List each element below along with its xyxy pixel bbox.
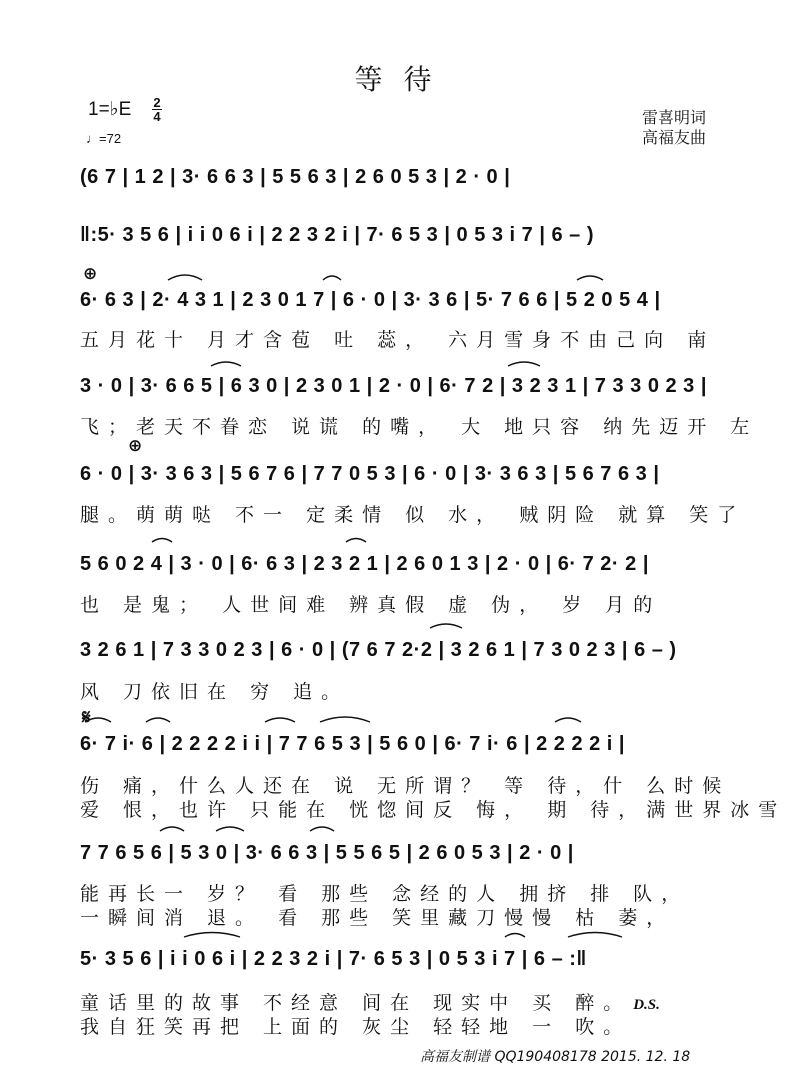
ds-marking: D.S.: [633, 997, 660, 1013]
slur: [310, 827, 334, 831]
tempo-marking: ♩=72: [86, 131, 122, 146]
slur: [85, 718, 111, 722]
slur: [152, 539, 172, 543]
key-signature: 1=♭E: [88, 99, 132, 120]
slur: [508, 362, 540, 366]
notation-line: 5· 3 5 6 | i i 0 6 i | 2 2 3 2 i | 7· 6 5 3 | 0 5 3 i 7 | 6 – :‖: [80, 948, 587, 970]
slur: [146, 718, 170, 722]
slur: [265, 718, 295, 722]
slur: [555, 718, 581, 722]
slur: [184, 933, 240, 938]
slur: [320, 717, 370, 722]
notation-line: 6 · 0 | 3· 3 6 3 | 5 6 7 6 | 7 7 0 5 3 | 6 · 0 | 3· 3 6 3 | 5 6 7 6 3 |: [80, 463, 660, 485]
slur: [211, 362, 241, 366]
slur: [323, 276, 341, 280]
lyric-line-10-text: 童话里的故事 不经意 间在 现实中 买 醉。: [80, 992, 632, 1014]
notation-line: 7 7 6 5 6 | 5 3 0 | 3· 6 6 3 | 5 5 6 5 | 2 6 0 5 3 | 2 · 0 |: [80, 842, 574, 864]
time-signature-top: 2: [153, 95, 161, 110]
slur: [430, 624, 462, 628]
lyric-line-2: 飞；老天不眷恋 说谎 的嘴， 大 地只容 纳先迈开 左: [80, 416, 759, 438]
notation-line: 6· 7 i· 6 | 2 2 2 2 i i | 7 7 6 5 3 | 5 6 0 | 6· 7 i· 6 | 2 2 2 2 i |: [80, 733, 626, 755]
slur: [160, 827, 184, 831]
coda-mark: ⊕: [83, 264, 98, 284]
lyric-line-4: 也 是鬼； 人世间难 辨真假 虚 伪， 岁 月的: [80, 594, 662, 616]
slur: [568, 933, 622, 938]
slur: [577, 276, 603, 280]
slur: [216, 827, 244, 831]
lyric-line-9: 一瞬间消 退。 看 那些 笑里藏刀慢慢 枯 萎，: [80, 907, 675, 929]
lyric-line-6: 伤 痛，什么人还在 说 无所谓？ 等 待，什 么时候: [80, 775, 731, 797]
coda-mark-2: ⊕: [128, 436, 143, 456]
composer-credit: 高福友曲: [641, 128, 706, 147]
lyric-line-7: 爱 恨，也许 只能在 恍惚间反 悔， 期 待，满世界冰雪: [80, 799, 787, 821]
lyric-line-1: 五月花十 月才含苞 吐 蕊， 六月雪身不由己向 南: [80, 329, 716, 351]
notation-line: 3 · 0 | 3· 6 6 5 | 6 3 0 | 2 3 0 1 | 2 · 0 | 6· 7 2 | 3 2 3 1 | 7 3 3 0 2 3 |: [80, 375, 707, 397]
notation-line: 5 6 0 2 4 | 3 · 0 | 6· 6 3 | 2 3 2 1 | 2 6 0 1 3 | 2 · 0 | 6· 7 2· 2 |: [80, 553, 649, 575]
slur: [505, 934, 525, 938]
notation-line: 6· 6 3 | 2· 4 3 1 | 2 3 0 1 7 | 6 · 0 | 3· 3 6 | 5· 7 6 6 | 5 2 0 5 4 |: [80, 289, 661, 311]
notation-line: ‖:5· 3 5 6 | i i 0 6 i | 2 2 3 2 i | 7· 6 5 3 | 0 5 3 i 7 | 6 – ): [80, 224, 595, 246]
segno-mark: 𝄋: [82, 705, 91, 729]
lyric-line-8: 能再长一 岁？ 看 那些 念经的人 拥挤 排 队，: [80, 883, 690, 905]
lyricist-credit: 雷喜明词: [641, 108, 706, 127]
time-signature-bottom: 4: [153, 109, 161, 124]
lyric-line-5: 风 刀依旧在 穷 追。: [80, 681, 350, 703]
footer-credit: 高福友制谱 QQ190408178 2015. 12. 18: [420, 1049, 691, 1065]
slur: [346, 539, 366, 543]
notation-line: 3 2 6 1 | 7 3 3 0 2 3 | 6 · 0 | (7 6 7 2·2 | 3 2 6 1 | 7 3 0 2 3 | 6 – ): [80, 639, 677, 661]
slur: [168, 275, 202, 280]
lyric-line-3: 腿。萌萌哒 不一 定柔情 似 水， 贼阴险 就算 笑了: [80, 504, 746, 526]
lyric-line-11: 我自狂笑再把 上面的 灰尘 轻轻地 一 吹。: [80, 1016, 632, 1038]
notation-line: (6 7 | 1 2 | 3· 6 6 3 | 5 5 6 3 | 2 6 0 5 3 | 2 · 0 |: [80, 166, 511, 188]
song-title: 等 待: [354, 63, 438, 96]
